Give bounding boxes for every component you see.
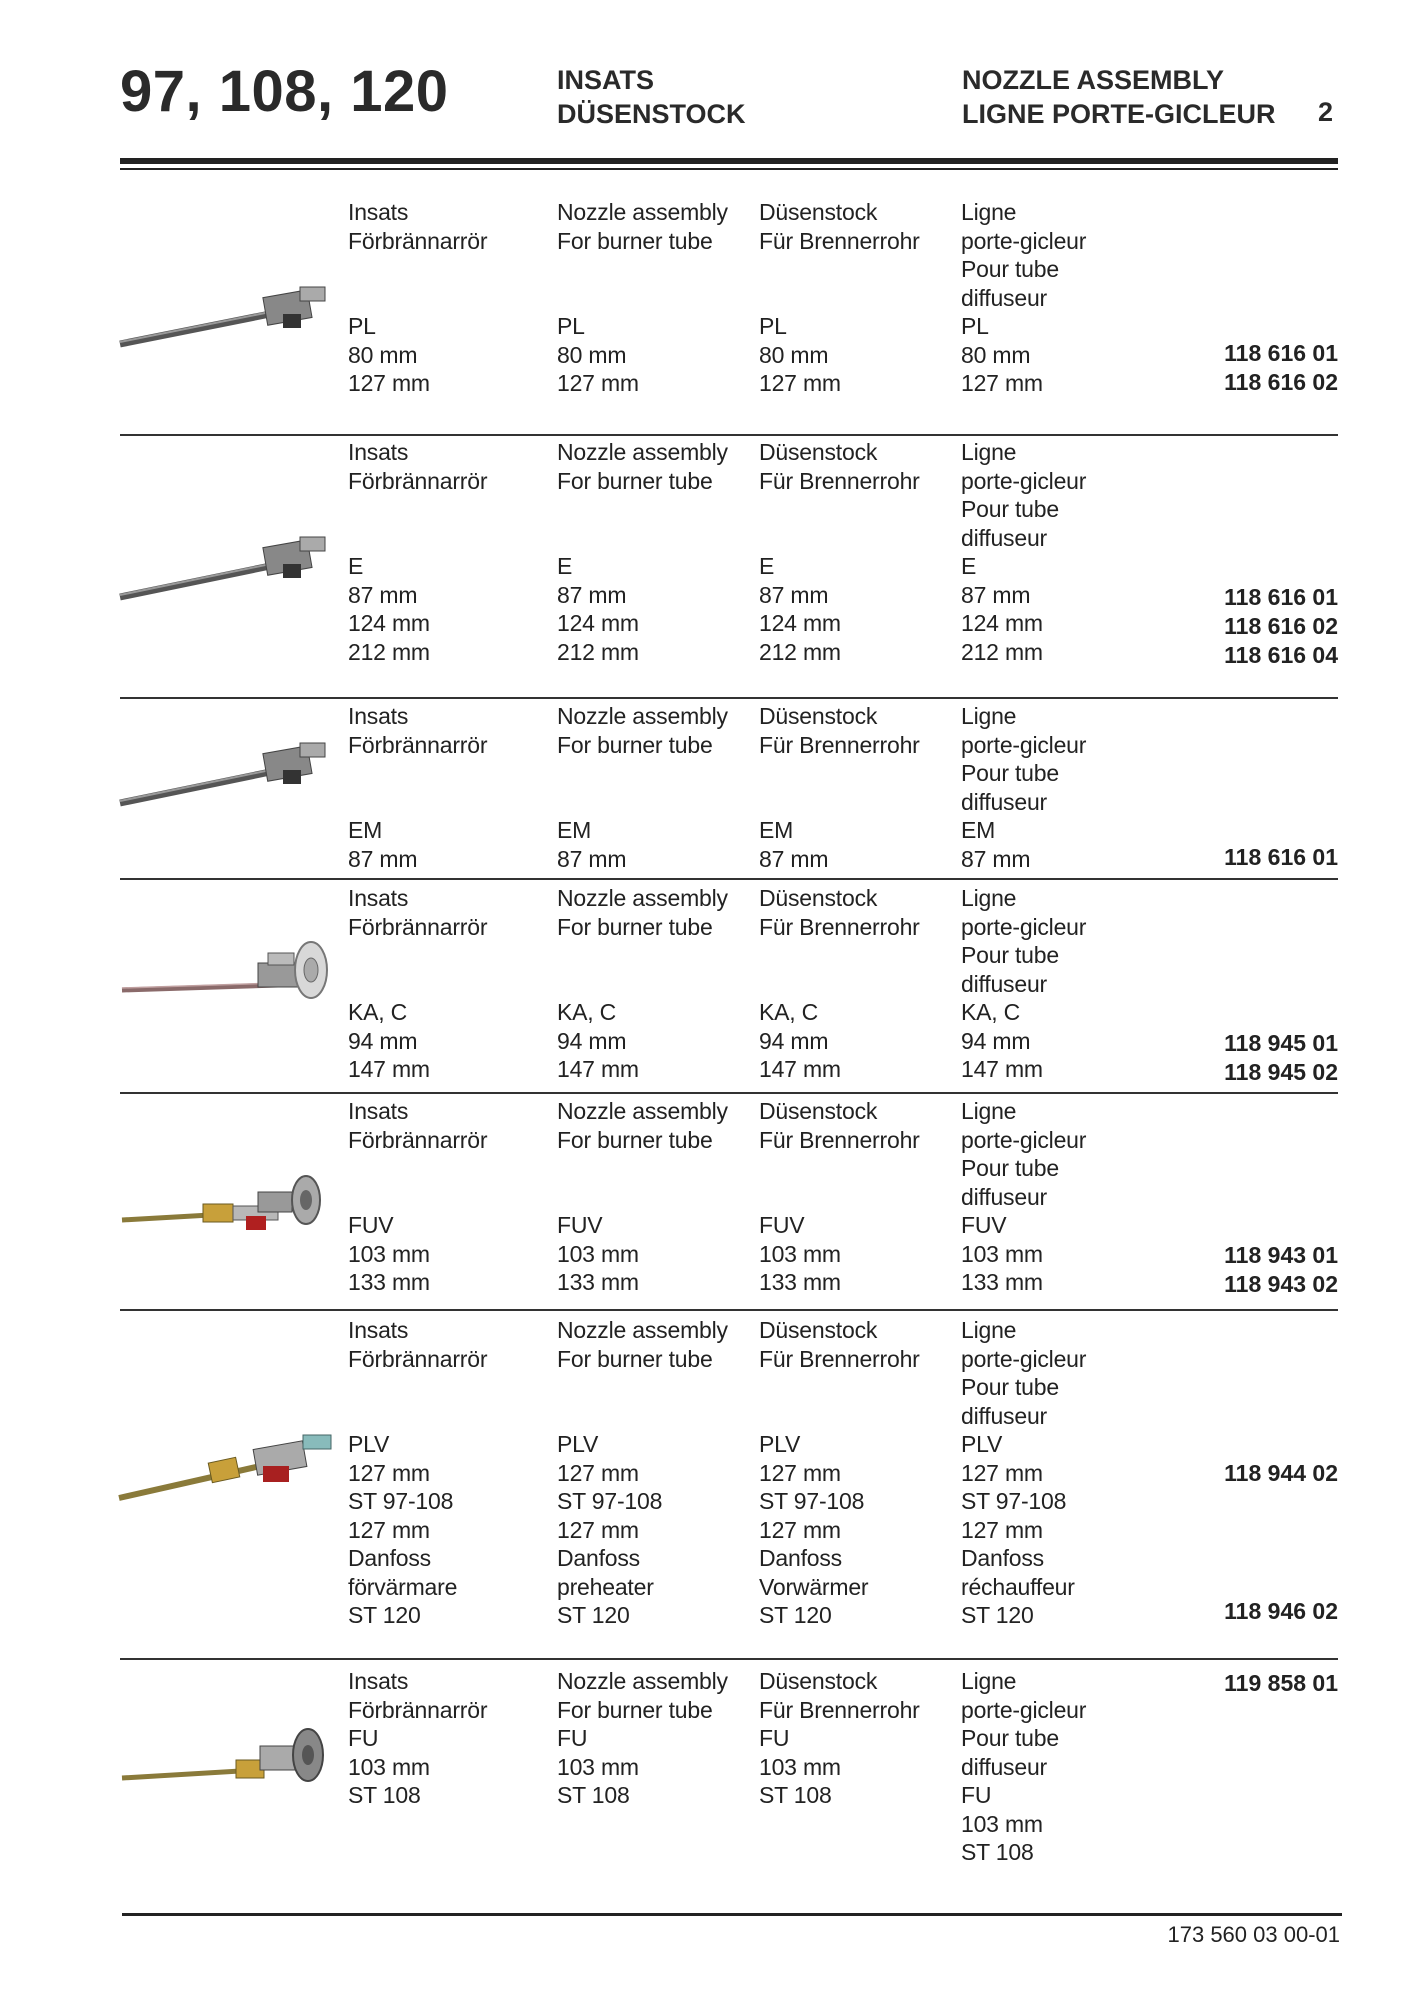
- description-swedish: Insats Förbrännarrör FUV 103 mm 133 mm: [348, 1098, 488, 1295]
- description-swedish: Insats Förbrännarrör PL 80 mm 127 mm: [348, 199, 488, 396]
- section-divider: [120, 434, 1338, 436]
- title-line-french: LIGNE PORTE-GICLEUR: [962, 99, 1276, 129]
- title-line-english: NOZZLE ASSEMBLY: [962, 65, 1225, 95]
- part-number: 118 944 02: [1224, 1460, 1338, 1486]
- part-number: 118 616 02: [1224, 369, 1338, 395]
- description-english: Nozzle assembly For burner tube FU 103 mm ST 108: [557, 1668, 728, 1808]
- description-swedish: Insats Förbrännarrör PLV 127 mm ST 97-108 127 mm Danfoss förvärmare ST 120: [348, 1317, 488, 1628]
- nozzle-assembly-image: [115, 738, 345, 813]
- description-french: Ligne porte-gicleur Pour tube diffuseur PL 80 mm 127 mm: [961, 199, 1087, 396]
- section-divider: [120, 1309, 1338, 1311]
- part-number: 118 945 01: [1224, 1030, 1338, 1056]
- document-number: 173 560 03 00-01: [1167, 1922, 1340, 1947]
- description-swedish: Insats Förbrännarrör E 87 mm 124 mm 212 mm: [348, 439, 488, 665]
- description-swedish: Insats Förbrännarrör EM 87 mm: [348, 703, 488, 872]
- description-german: Düsenstock Für Brennerrohr PL 80 mm 127 mm: [759, 199, 920, 396]
- part-number: 118 946 02: [1224, 1598, 1338, 1624]
- part-number: 118 616 04: [1224, 642, 1338, 668]
- part-number: 119 858 01: [1224, 1670, 1338, 1696]
- part-number: 118 616 01: [1224, 584, 1338, 610]
- description-french: Ligne porte-gicleur Pour tube diffuseur PLV 127 mm ST 97-108 127 mm Danfoss réchauffeur ST 120: [961, 1317, 1087, 1628]
- description-french: Ligne porte-gicleur Pour tube diffuseur FUV 103 mm 133 mm: [961, 1098, 1087, 1295]
- nozzle-assembly-disc-image: [118, 935, 338, 1005]
- model-numbers: 97, 108, 120: [120, 59, 449, 124]
- description-english: Nozzle assembly For burner tube EM 87 mm: [557, 703, 728, 872]
- description-german: Düsenstock Für Brennerrohr EM 87 mm: [759, 703, 920, 872]
- description-german: Düsenstock Für Brennerrohr PLV 127 mm ST 97-108 127 mm Danfoss Vorwärmer ST 120: [759, 1317, 920, 1628]
- footer-rule: [122, 1913, 1342, 1916]
- description-english: Nozzle assembly For burner tube E 87 mm 124 mm 212 mm: [557, 439, 728, 665]
- nozzle-assembly-image: [115, 282, 345, 357]
- nozzle-assembly-fu-image: [118, 1720, 338, 1795]
- part-number: 118 943 01: [1224, 1242, 1338, 1268]
- part-number: 118 616 01: [1224, 340, 1338, 366]
- description-english: Nozzle assembly For burner tube FUV 103 mm 133 mm: [557, 1098, 728, 1295]
- nozzle-assembly-image: [115, 532, 345, 607]
- part-number: 118 616 01: [1224, 844, 1338, 870]
- description-german: Düsenstock Für Brennerrohr FU 103 mm ST 108: [759, 1668, 920, 1808]
- page-number: 2: [1318, 97, 1334, 127]
- description-german: Düsenstock Für Brennerrohr KA, C 94 mm 147 mm: [759, 885, 920, 1082]
- header-rule: [120, 158, 1338, 170]
- nozzle-assembly-preheater-image: [115, 1430, 345, 1510]
- description-french: Ligne porte-gicleur Pour tube diffuseur FU 103 mm ST 108: [961, 1668, 1087, 1865]
- description-german: Düsenstock Für Brennerrohr E 87 mm 124 mm 212 mm: [759, 439, 920, 665]
- description-swedish: Insats Förbrännarrör FU 103 mm ST 108: [348, 1668, 488, 1808]
- section-divider: [120, 1092, 1338, 1094]
- description-english: Nozzle assembly For burner tube KA, C 94 mm 147 mm: [557, 885, 728, 1082]
- title-line-german: DÜSENSTOCK: [557, 99, 746, 129]
- section-divider: [120, 697, 1338, 699]
- description-french: Ligne porte-gicleur Pour tube diffuseur KA, C 94 mm 147 mm: [961, 885, 1087, 1082]
- description-french: Ligne porte-gicleur Pour tube diffuseur E 87 mm 124 mm 212 mm: [961, 439, 1087, 665]
- title-line-swedish: INSATS: [557, 65, 655, 95]
- description-german: Düsenstock Für Brennerrohr FUV 103 mm 133 mm: [759, 1098, 920, 1295]
- description-swedish: Insats Förbrännarrör KA, C 94 mm 147 mm: [348, 885, 488, 1082]
- description-english: Nozzle assembly For burner tube PLV 127 mm ST 97-108 127 mm Danfoss preheater ST 120: [557, 1317, 728, 1628]
- title-swedish-german: [557, 63, 746, 131]
- description-french: Ligne porte-gicleur Pour tube diffuseur EM 87 mm: [961, 703, 1087, 872]
- section-divider: [120, 1658, 1338, 1660]
- description-english: Nozzle assembly For burner tube PL 80 mm 127 mm: [557, 199, 728, 396]
- part-number: 118 616 02: [1224, 613, 1338, 639]
- part-number: 118 943 02: [1224, 1271, 1338, 1297]
- nozzle-assembly-fuv-image: [118, 1168, 338, 1243]
- part-number: 118 945 02: [1224, 1059, 1338, 1085]
- section-divider: [120, 878, 1338, 880]
- title-english-french: [962, 63, 1276, 131]
